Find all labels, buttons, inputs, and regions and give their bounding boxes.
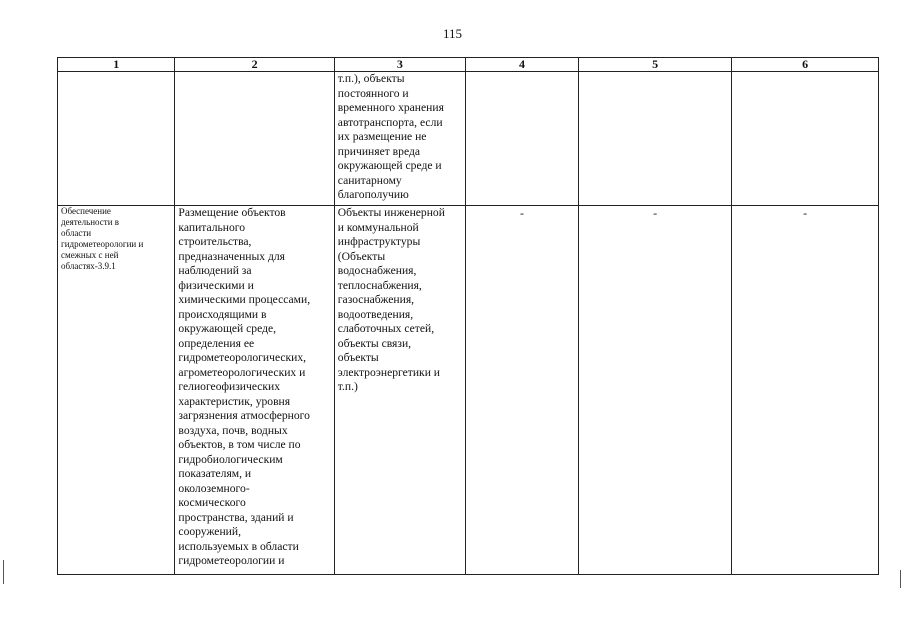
header-col-2: 2 (175, 58, 334, 72)
row2-col2-cell: Размещение объектов капитального строительства, предназначенных для наблюдений за физическими и химическими процессами, происходящими в окружающей среде, определения ее гидрометеорологических, агрометеорологических и гелиогеофизических характеристик, уровня загрязнения атмосферного воздуха, почв, водных объектов, в том числе по гидробиологическим показателям, и околоземного- космического пространства, зданий и сооружений, используемых в области гидрометеорологии и (175, 206, 334, 575)
row1-col2-cell (175, 72, 334, 206)
right-margin-mark (900, 570, 904, 588)
header-col-1: 1 (58, 58, 175, 72)
row2-col5-cell: - (579, 206, 732, 575)
header-col-6: 6 (732, 58, 879, 72)
row2-col3-cell: Объекты инженерной и коммунальной инфраструктуры (Объекты водоснабжения, теплоснабжения, газоснабжения, водоотведения, слаботочных сетей, объекты связи, объекты электроэнергетики и т.п.) (334, 206, 465, 575)
row2-col6-cell: - (732, 206, 879, 575)
row1-col5-cell (579, 72, 732, 206)
left-margin-mark (3, 560, 7, 584)
table-row (58, 206, 879, 575)
header-col-5: 5 (579, 58, 732, 72)
row1-col1-cell (58, 72, 175, 206)
header-col-4: 4 (465, 58, 578, 72)
page-number: 115 (442, 26, 463, 41)
row1-col3-cell: т.п.), объекты постоянного и временного хранения автотранспорта, если их размещение не причиняет вреда окружающей среде и санитарному благополучию (334, 72, 465, 206)
header-col-3: 3 (334, 58, 465, 72)
header-row (58, 58, 879, 72)
row1-col4-cell (465, 72, 578, 206)
row2-col1-cell: Обеспечение деятельности в области гидрометеорологии и смежных с ней областях-3.9.1 (58, 206, 175, 575)
table-row (58, 72, 879, 206)
row1-col6-cell (732, 72, 879, 206)
row2-col4-cell: - (465, 206, 578, 575)
document-table (57, 57, 879, 575)
